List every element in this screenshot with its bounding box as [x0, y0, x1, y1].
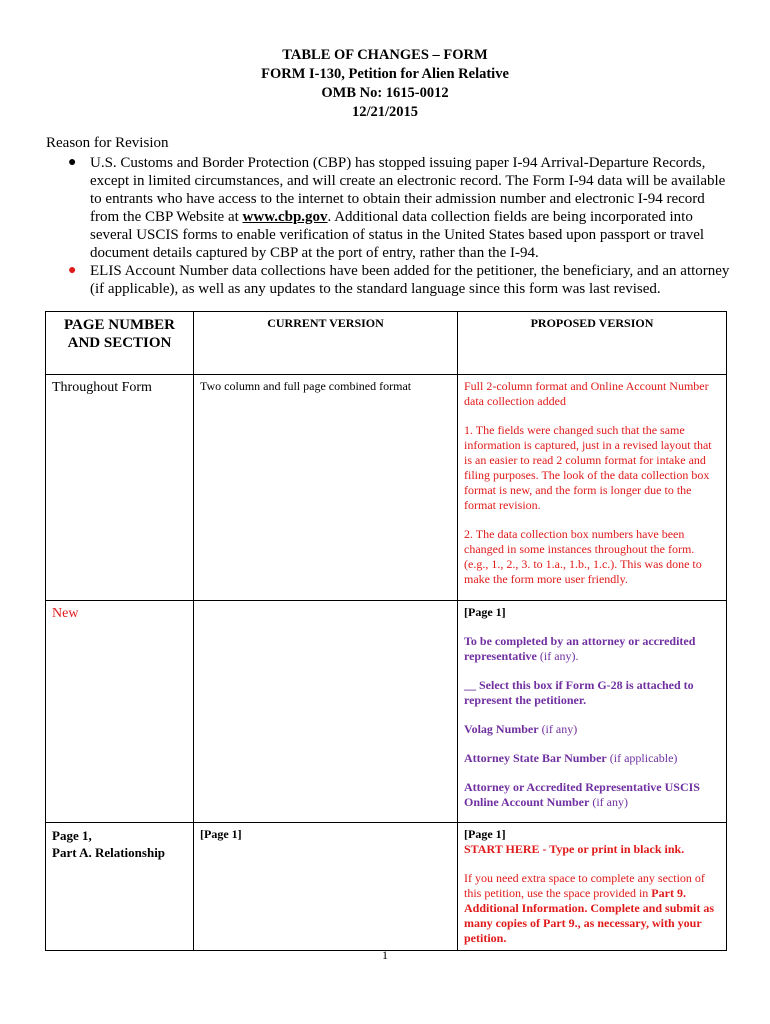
row-proposed [458, 823, 727, 951]
table-header-row [46, 312, 727, 375]
row-proposed [458, 601, 727, 823]
row-proposed [458, 375, 727, 601]
reason-bullet-2 [46, 262, 736, 298]
table-row [46, 823, 727, 951]
row-section: New [46, 601, 194, 823]
row-current: Two column and full page combined format [194, 375, 458, 601]
proposed-paragraph: Full 2-column format and Online Account Number data collection added [464, 379, 709, 408]
extra-space-text [464, 871, 720, 946]
proposed-paragraph [464, 722, 720, 737]
section-part-label: Part A. Relationship [52, 845, 166, 860]
start-here-text: START HERE - Type or print in black ink. [464, 842, 685, 856]
extra-space-intro: If you need extra space to complete any section of this petition, use the space provided in [464, 871, 705, 900]
bullet-icon: ● [68, 263, 77, 278]
row-current [194, 601, 458, 823]
proposed-paragraph [464, 780, 720, 810]
document-title-block [0, 46, 770, 122]
reason-bullet-1 [46, 154, 736, 262]
bullet-1-text-a: U.S. Customs and Border Protection (CBP) has stopped issuing paper I-94 Arrival-Departure Records, except in limited circumstances, and will create an electronic record. The Form I-94 data will be available to entrants who have access to the internet to obtain their admission number and electronic I-94 record from the CBP Website at [90, 155, 726, 225]
row-section [46, 823, 194, 951]
reason-list [46, 154, 736, 298]
uscis-account-tail: (if any) [589, 795, 628, 809]
reason-for-revision [46, 134, 736, 298]
bar-number-tail: (if applicable) [606, 751, 678, 765]
header-page-number-label: PAGE NUMBER [64, 317, 175, 333]
proposed-page-ref: [Page 1] [464, 827, 506, 841]
bullet-1-text-b: . Additional data collection fields are being incorporated into several USCIS forms to enable verification of status in the United States based upon passport or travel document details captured by CBP at the port of entry, rather than the I-94. [90, 209, 705, 261]
table-row [46, 375, 727, 601]
proposed-paragraph: 2. The data collection box numbers have been changed in some instances throughout the form. (e.g., 1., 2., 3. to 1.a., 1.b., 1.c.). This was done to make the form more user friendly. [464, 527, 702, 586]
uscis-account-label: Attorney or Accredited Representative USCIS Online Account Number [464, 780, 700, 809]
extra-space-bold: Part 9. Additional Information. Complete and submit as many copies of Part 9., as necessary, with your petition. [464, 886, 715, 945]
header-proposed-version: PROPOSED VERSION [458, 312, 727, 375]
g28-checkbox-text: __ Select this box if Form G-28 is attached to represent the petitioner. [464, 678, 694, 707]
bullet-2-text: ELIS Account Number data collections have been added for the petitioner, the beneficiary, and an attorney (if applicable), as well as any updates to the standard language since this form was last revised. [90, 263, 730, 297]
reason-heading: Reason for Revision [46, 135, 169, 151]
attorney-heading: To be completed by an attorney or accredited representative [464, 634, 696, 663]
row-current: [Page 1] [194, 823, 458, 951]
page-number: 1 [382, 948, 388, 962]
volag-label: Volag Number [464, 722, 539, 736]
proposed-paragraph [464, 634, 720, 664]
proposed-page-ref: [Page 1] [464, 605, 506, 619]
table-row [46, 601, 727, 823]
attorney-tail: (if any). [536, 649, 579, 663]
proposed-paragraph: 1. The fields were changed such that the same information is captured, just in a revised layout that is an easier to read 2 column format for intake and filing purposes. The look of the data collection box format is new, and the form is longer due to the format revision. [464, 423, 712, 512]
revision-date: 12/21/2015 [351, 104, 419, 120]
header-current-version: CURRENT VERSION [194, 312, 458, 375]
title-line-2: FORM I-130, Petition for Alien Relative [261, 66, 509, 82]
section-page-label: Page 1, [52, 828, 92, 843]
bar-number-label: Attorney State Bar Number [464, 751, 607, 765]
header-page-section [46, 312, 194, 375]
bullet-icon: ● [68, 155, 77, 170]
volag-tail: (if any) [538, 722, 578, 736]
cbp-link[interactable]: www.cbp.gov [242, 209, 328, 225]
header-section-label: AND SECTION [67, 335, 172, 351]
title-line-1: TABLE OF CHANGES – FORM [282, 47, 488, 63]
row-section: Throughout Form [46, 375, 194, 601]
proposed-paragraph [464, 751, 720, 766]
changes-table [45, 311, 727, 951]
omb-number: OMB No: 1615-0012 [321, 85, 449, 101]
